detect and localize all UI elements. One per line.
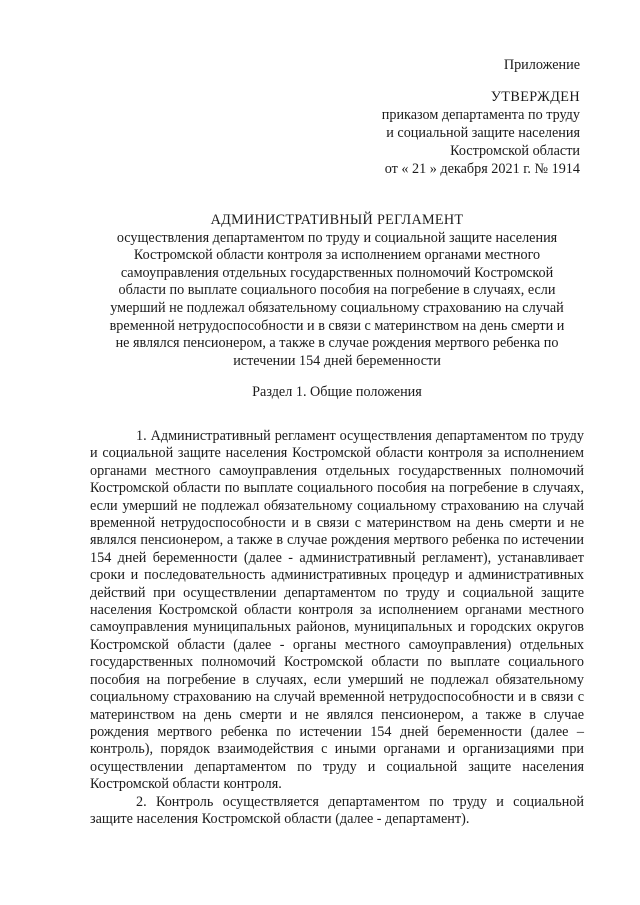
approved-label: УТВЕРЖДЕН: [490, 89, 580, 105]
approval-line: приказом департамента по труду: [381, 107, 580, 123]
title-line: не являлся пенсионером, а также в случае рождения мертвого ребенка по: [115, 335, 559, 352]
approval-line: и социальной защите населения: [386, 125, 580, 141]
title-line: Костромской области контроля за исполнением органами местного: [133, 247, 541, 264]
appendix-label: Приложение: [503, 57, 580, 73]
document-body: [90, 428, 584, 828]
approval-line: Костромской области: [450, 143, 580, 159]
approval-date-line: от « 21 » декабря 2021 г. № 1914: [384, 161, 580, 177]
section-heading: Раздел 1. Общие положения: [252, 384, 422, 400]
paragraph-1: 1. Административный регламент осуществления департаментом по труду и социальной защите населения Костромской области контроля за исполнением органами местного самоуправления отдельных государственных полномочий Костромской области по выплате социального пособия на погребение в случаях, если умерший не подлежал обязательному социальному страхованию на случай временной нетрудоспособности и в связи с материнством на день смерти и не являлся пенсионером, а также в случае рождения мертвого ребенка по истечении 154 дней беременности (далее - административный регламент), устанавливает сроки и последовательность административных процедур и административных действий при осуществлении департаментом по труду и социальной защите населения Костромской области контроля за исполнением органами местного самоуправления муниципальных районов, муниципальных и городских округов Костромской области (далее - органы местного самоуправления) отдельных государственных полномочий Костромской области по выплате социального пособия на погребение в случаях, если умерший не подлежал обязательному социальному страхованию на случай временной нетрудоспособности и в связи с материнством на день смерти и не являлся пенсионером, а также в случае рождения мертвого ребенка по истечении 154 дней беременности (далее – контроль), порядок взаимодействия с иными органами и организациями при осуществлении департаментом по труду и социальной защите населения Костромской области контроля.: [90, 428, 584, 793]
title-line: умерший не подлежал обязательному социальному страхованию на случай: [110, 299, 564, 316]
title-line: осуществления департаментом по труду и социальной защите населения: [116, 229, 558, 246]
document-title: АДМИНИСТРАТИВНЫЙ РЕГЛАМЕНТ: [210, 212, 464, 228]
title-line: самоуправления отдельных государственных полномочий Костромской: [120, 264, 554, 281]
paragraph-2: 2. Контроль осуществляется департаментом по труду и социальной защите населения Костромской области (далее - департамент).: [90, 793, 584, 827]
title-line: области по выплате социального пособия на погребение в случаях, если: [118, 282, 556, 299]
approval-block: [280, 56, 580, 178]
regulation-title-block: [90, 212, 584, 370]
title-line: истечении 154 дней беременности: [233, 352, 441, 369]
title-line: временной нетрудоспособности и в связи с материнством на день смерти и: [109, 317, 565, 334]
